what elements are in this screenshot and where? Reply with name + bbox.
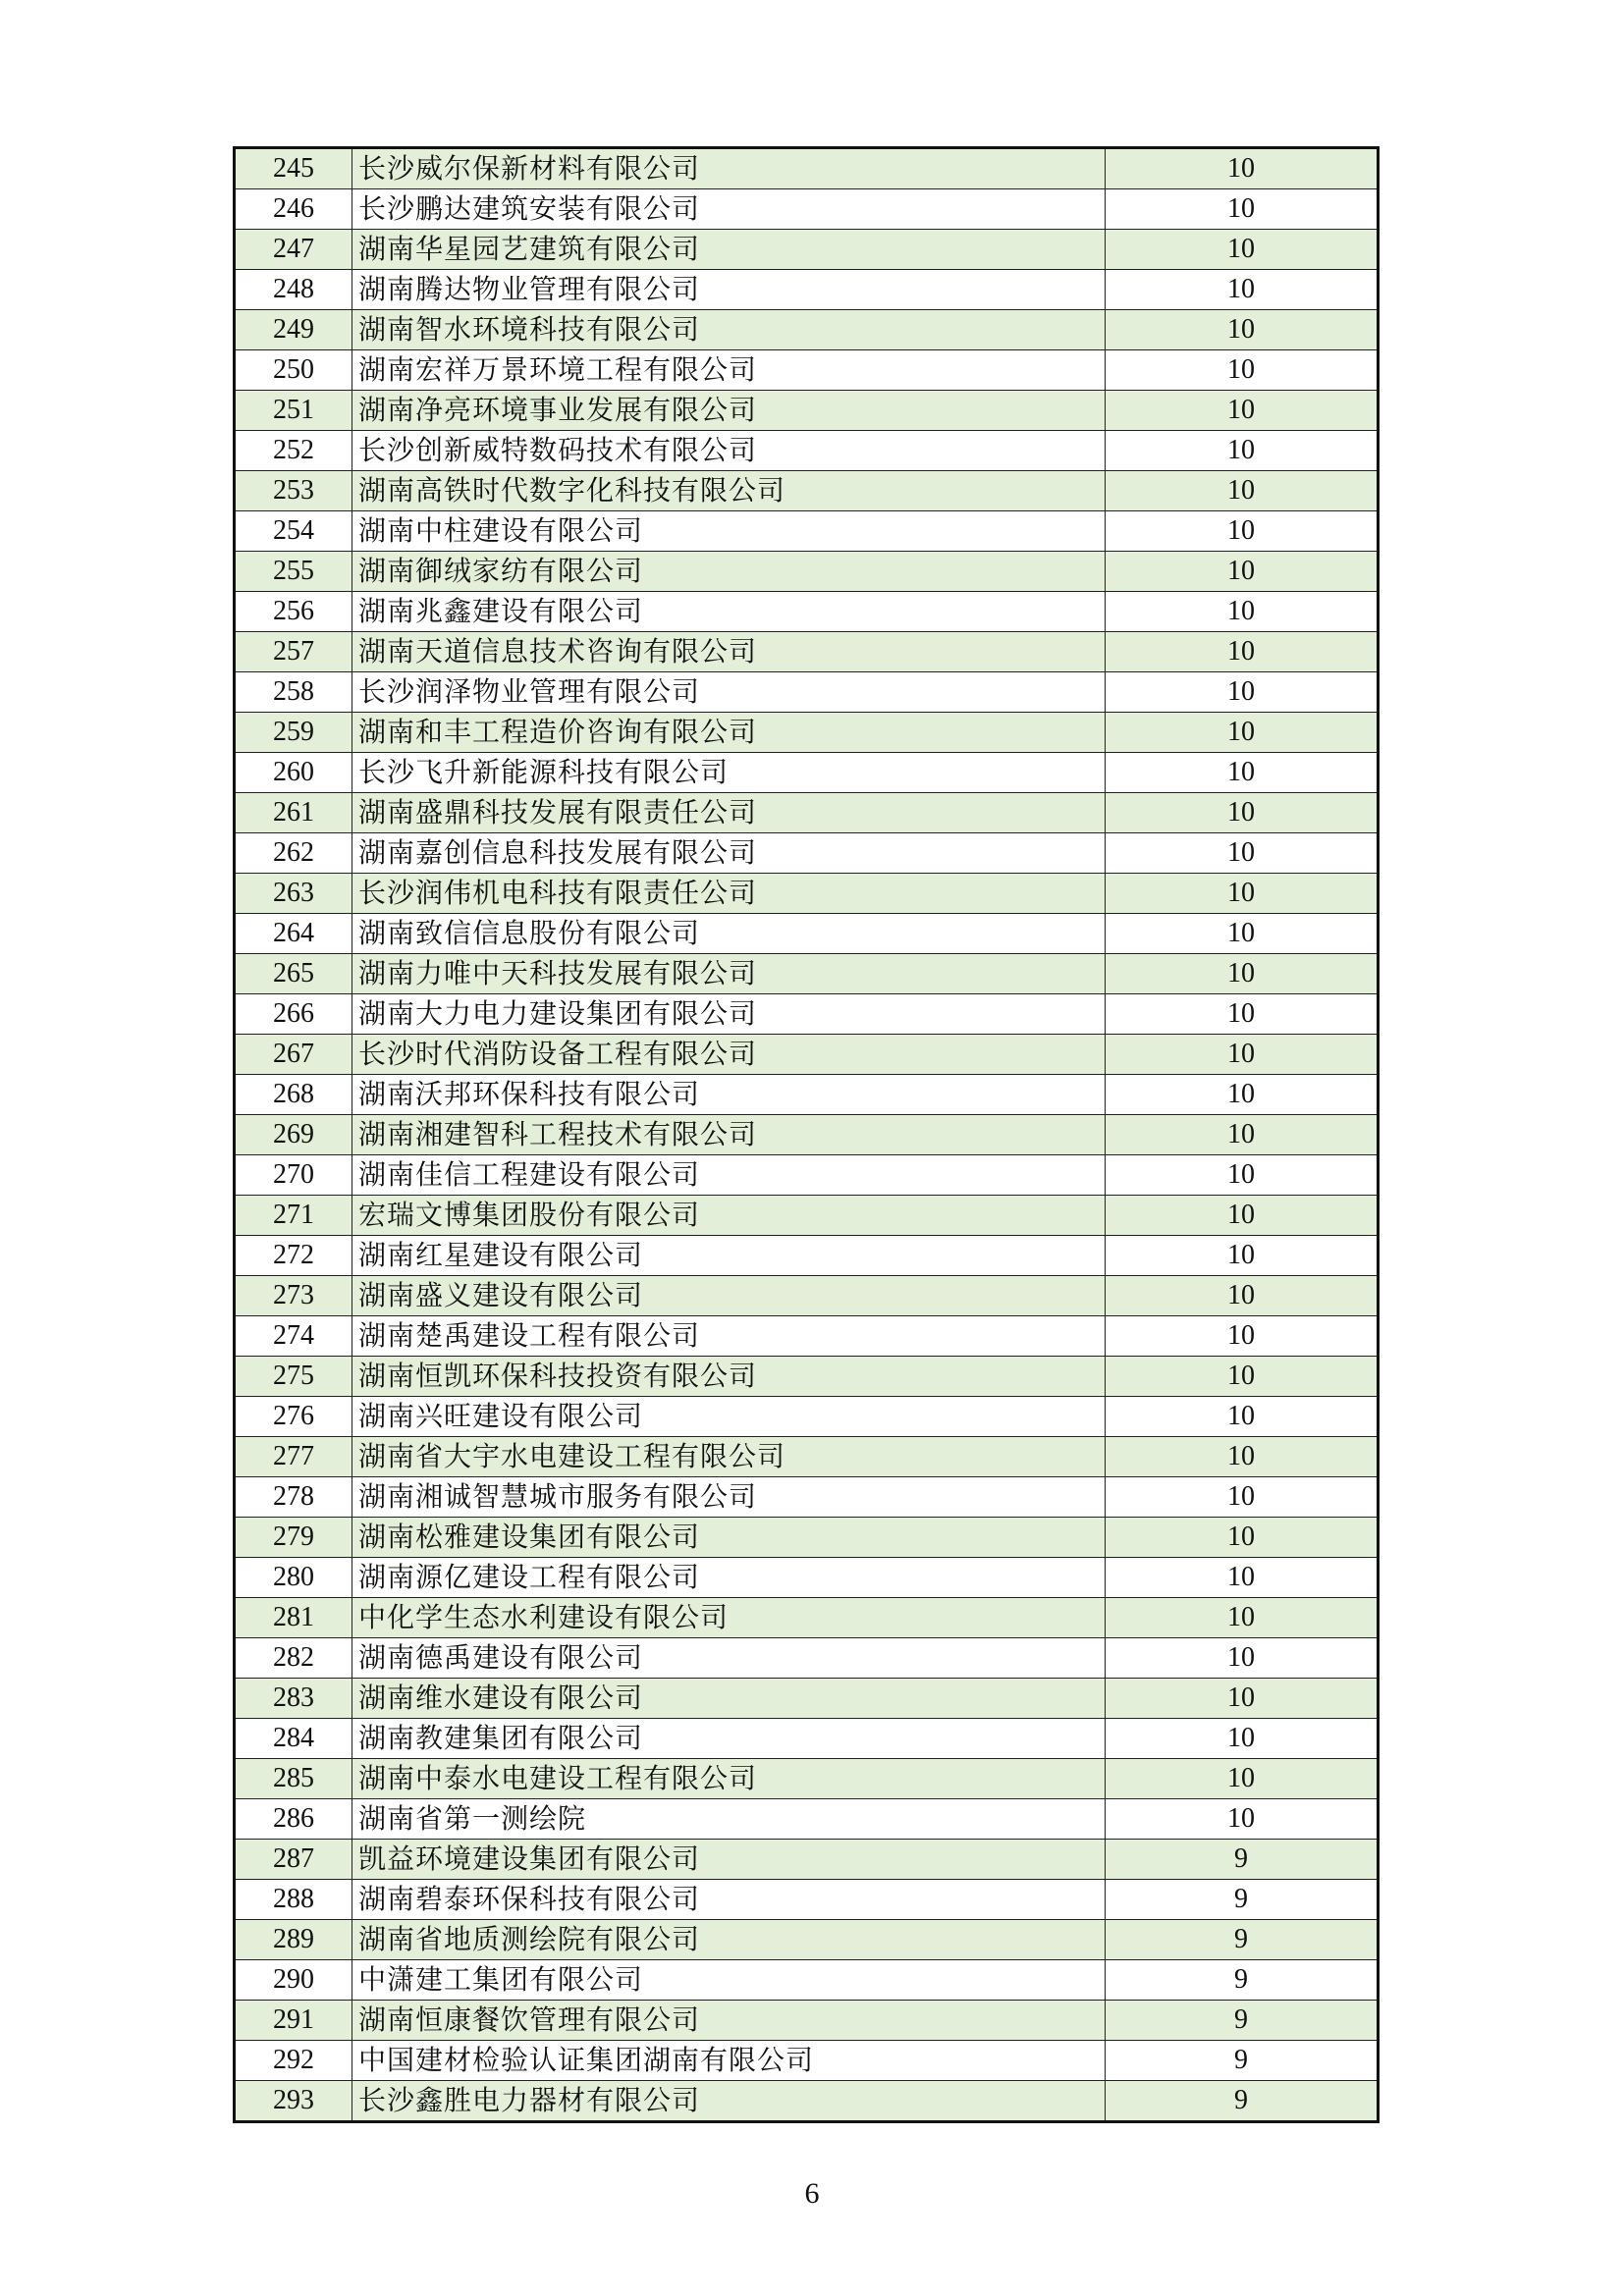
score-cell: 9 [1106,2001,1379,2041]
company-name-cell: 湖南碧泰环保科技有限公司 [352,1880,1106,1920]
row-number-cell: 262 [235,833,352,874]
company-name-cell: 湖南省地质测绘院有限公司 [352,1920,1106,1960]
table-row [235,1598,1379,1638]
row-number-cell: 292 [235,2041,352,2081]
table-row [235,874,1379,914]
table-row [235,1276,1379,1316]
table-row [235,391,1379,431]
table-row [235,350,1379,391]
table-row [235,672,1379,713]
table-row [235,1840,1379,1880]
score-cell: 10 [1106,753,1379,793]
row-number-cell: 281 [235,1598,352,1638]
company-name-cell: 湖南维水建设有限公司 [352,1679,1106,1719]
row-number-cell: 274 [235,1316,352,1357]
company-name-cell: 湖南和丰工程造价咨询有限公司 [352,713,1106,753]
row-number-cell: 293 [235,2081,352,2122]
row-number-cell: 280 [235,1558,352,1598]
company-name-cell: 长沙威尔保新材料有限公司 [352,148,1106,189]
row-number-cell: 267 [235,1035,352,1075]
score-cell: 10 [1106,1679,1379,1719]
row-number-cell: 283 [235,1679,352,1719]
company-name-cell: 湖南沃邦环保科技有限公司 [352,1075,1106,1115]
company-name-cell: 湖南中柱建设有限公司 [352,511,1106,552]
score-cell: 10 [1106,1397,1379,1437]
score-cell: 10 [1106,1075,1379,1115]
company-name-cell: 湖南华星园艺建筑有限公司 [352,230,1106,270]
table-row [235,552,1379,592]
table-row [235,1799,1379,1840]
table-row [235,2041,1379,2081]
score-cell: 10 [1106,1316,1379,1357]
table-row [235,1357,1379,1397]
company-name-cell: 湖南省大宇水电建设工程有限公司 [352,1437,1106,1477]
table-row [235,592,1379,632]
row-number-cell: 259 [235,713,352,753]
page-number: 6 [804,2177,820,2210]
row-number-cell: 273 [235,1276,352,1316]
row-number-cell: 257 [235,632,352,672]
table-row [235,1880,1379,1920]
score-cell: 9 [1106,1840,1379,1880]
table-row [235,1759,1379,1799]
row-number-cell: 272 [235,1236,352,1276]
score-cell: 10 [1106,1799,1379,1840]
company-name-cell: 湖南嘉创信息科技发展有限公司 [352,833,1106,874]
row-number-cell: 268 [235,1075,352,1115]
score-cell: 10 [1106,1035,1379,1075]
row-number-cell: 279 [235,1518,352,1558]
row-number-cell: 287 [235,1840,352,1880]
score-cell: 10 [1106,148,1379,189]
table-row [235,713,1379,753]
table-row [235,793,1379,833]
score-cell: 10 [1106,511,1379,552]
table-row [235,632,1379,672]
company-name-cell: 湖南德禹建设有限公司 [352,1638,1106,1679]
score-cell: 10 [1106,310,1379,350]
row-number-cell: 288 [235,1880,352,1920]
score-cell: 10 [1106,1719,1379,1759]
company-name-cell: 湖南腾达物业管理有限公司 [352,270,1106,310]
score-cell: 10 [1106,994,1379,1035]
row-number-cell: 265 [235,954,352,994]
score-cell: 10 [1106,270,1379,310]
company-name-cell: 中化学生态水利建设有限公司 [352,1598,1106,1638]
table-row [235,1196,1379,1236]
table-row [235,1236,1379,1276]
score-cell: 10 [1106,1115,1379,1155]
table-row [235,1437,1379,1477]
score-cell: 10 [1106,1357,1379,1397]
company-name-cell: 中国建材检验认证集团湖南有限公司 [352,2041,1106,2081]
table-row [235,954,1379,994]
table-row [235,2081,1379,2122]
table-row [235,753,1379,793]
company-name-cell: 湖南力唯中天科技发展有限公司 [352,954,1106,994]
table-row [235,1035,1379,1075]
row-number-cell: 252 [235,431,352,471]
table-row [235,1518,1379,1558]
row-number-cell: 253 [235,471,352,511]
row-number-cell: 291 [235,2001,352,2041]
table-row [235,148,1379,189]
table-row [235,914,1379,954]
row-number-cell: 256 [235,592,352,632]
row-number-cell: 251 [235,391,352,431]
table-row [235,1920,1379,1960]
table-row [235,471,1379,511]
table-row [235,270,1379,310]
table-row [235,1719,1379,1759]
score-cell: 10 [1106,1477,1379,1518]
row-number-cell: 250 [235,350,352,391]
table-row [235,1679,1379,1719]
company-name-cell: 湖南天道信息技术咨询有限公司 [352,632,1106,672]
score-cell: 10 [1106,833,1379,874]
row-number-cell: 261 [235,793,352,833]
score-cell: 10 [1106,914,1379,954]
row-number-cell: 245 [235,148,352,189]
table-row [235,431,1379,471]
company-name-cell: 长沙鹏达建筑安装有限公司 [352,189,1106,230]
score-cell: 10 [1106,954,1379,994]
company-name-cell: 长沙润泽物业管理有限公司 [352,672,1106,713]
table-row [235,1316,1379,1357]
company-name-cell: 湖南致信信息股份有限公司 [352,914,1106,954]
score-cell: 10 [1106,672,1379,713]
row-number-cell: 247 [235,230,352,270]
score-cell: 10 [1106,1276,1379,1316]
score-cell: 9 [1106,1880,1379,1920]
company-name-cell: 宏瑞文博集团股份有限公司 [352,1196,1106,1236]
company-name-cell: 湖南佳信工程建设有限公司 [352,1155,1106,1196]
score-cell: 10 [1106,592,1379,632]
score-cell: 10 [1106,350,1379,391]
table-row [235,1155,1379,1196]
score-cell: 10 [1106,1196,1379,1236]
company-name-cell: 湖南湘建智科工程技术有限公司 [352,1115,1106,1155]
score-cell: 10 [1106,230,1379,270]
score-cell: 10 [1106,1598,1379,1638]
row-number-cell: 270 [235,1155,352,1196]
company-score-table-container [233,146,1377,2123]
score-cell: 10 [1106,1518,1379,1558]
row-number-cell: 277 [235,1437,352,1477]
score-cell: 10 [1106,632,1379,672]
row-number-cell: 271 [235,1196,352,1236]
row-number-cell: 263 [235,874,352,914]
company-name-cell: 湖南教建集团有限公司 [352,1719,1106,1759]
row-number-cell: 275 [235,1357,352,1397]
score-cell: 9 [1106,1960,1379,2001]
company-name-cell: 长沙润伟机电科技有限责任公司 [352,874,1106,914]
row-number-cell: 284 [235,1719,352,1759]
score-cell: 10 [1106,391,1379,431]
row-number-cell: 254 [235,511,352,552]
row-number-cell: 289 [235,1920,352,1960]
company-name-cell: 湖南恒凯环保科技投资有限公司 [352,1357,1106,1397]
company-name-cell: 湖南盛鼎科技发展有限责任公司 [352,793,1106,833]
table-row [235,1960,1379,2001]
table-row [235,833,1379,874]
score-cell: 9 [1106,1920,1379,1960]
company-name-cell: 湖南兆鑫建设有限公司 [352,592,1106,632]
company-name-cell: 湖南智水环境科技有限公司 [352,310,1106,350]
company-name-cell: 湖南中泰水电建设工程有限公司 [352,1759,1106,1799]
table-row [235,1477,1379,1518]
company-name-cell: 长沙飞升新能源科技有限公司 [352,753,1106,793]
company-name-cell: 湖南省第一测绘院 [352,1799,1106,1840]
row-number-cell: 248 [235,270,352,310]
table-row [235,1397,1379,1437]
company-name-cell: 湖南湘诚智慧城市服务有限公司 [352,1477,1106,1518]
table-body [235,148,1379,2122]
company-name-cell: 湖南高铁时代数字化科技有限公司 [352,471,1106,511]
row-number-cell: 266 [235,994,352,1035]
company-name-cell: 湖南源亿建设工程有限公司 [352,1558,1106,1598]
table-row [235,1558,1379,1598]
score-cell: 10 [1106,1437,1379,1477]
company-score-table [233,146,1380,2123]
score-cell: 10 [1106,1236,1379,1276]
score-cell: 9 [1106,2081,1379,2122]
company-name-cell: 长沙鑫胜电力器材有限公司 [352,2081,1106,2122]
row-number-cell: 269 [235,1115,352,1155]
row-number-cell: 290 [235,1960,352,2001]
row-number-cell: 246 [235,189,352,230]
score-cell: 10 [1106,793,1379,833]
score-cell: 10 [1106,713,1379,753]
row-number-cell: 278 [235,1477,352,1518]
company-name-cell: 湖南大力电力建设集团有限公司 [352,994,1106,1035]
row-number-cell: 285 [235,1759,352,1799]
company-name-cell: 湖南松雅建设集团有限公司 [352,1518,1106,1558]
row-number-cell: 249 [235,310,352,350]
company-name-cell: 湖南恒康餐饮管理有限公司 [352,2001,1106,2041]
row-number-cell: 264 [235,914,352,954]
company-name-cell: 湖南楚禹建设工程有限公司 [352,1316,1106,1357]
score-cell: 10 [1106,189,1379,230]
company-name-cell: 湖南盛义建设有限公司 [352,1276,1106,1316]
score-cell: 10 [1106,471,1379,511]
company-name-cell: 湖南净亮环境事业发展有限公司 [352,391,1106,431]
company-name-cell: 湖南宏祥万景环境工程有限公司 [352,350,1106,391]
score-cell: 10 [1106,1155,1379,1196]
score-cell: 10 [1106,1638,1379,1679]
company-name-cell: 长沙创新威特数码技术有限公司 [352,431,1106,471]
score-cell: 10 [1106,431,1379,471]
score-cell: 9 [1106,2041,1379,2081]
company-name-cell: 中潇建工集团有限公司 [352,1960,1106,2001]
score-cell: 10 [1106,1558,1379,1598]
table-row [235,994,1379,1035]
row-number-cell: 282 [235,1638,352,1679]
company-name-cell: 长沙时代消防设备工程有限公司 [352,1035,1106,1075]
row-number-cell: 255 [235,552,352,592]
row-number-cell: 276 [235,1397,352,1437]
company-name-cell: 凯益环境建设集团有限公司 [352,1840,1106,1880]
company-name-cell: 湖南兴旺建设有限公司 [352,1397,1106,1437]
table-row [235,511,1379,552]
table-row [235,1638,1379,1679]
row-number-cell: 286 [235,1799,352,1840]
company-name-cell: 湖南红星建设有限公司 [352,1236,1106,1276]
row-number-cell: 260 [235,753,352,793]
table-row [235,310,1379,350]
score-cell: 10 [1106,874,1379,914]
table-row [235,189,1379,230]
table-row [235,230,1379,270]
table-row [235,1115,1379,1155]
table-row [235,1075,1379,1115]
score-cell: 10 [1106,1759,1379,1799]
company-name-cell: 湖南御绒家纺有限公司 [352,552,1106,592]
table-row [235,2001,1379,2041]
row-number-cell: 258 [235,672,352,713]
score-cell: 10 [1106,552,1379,592]
